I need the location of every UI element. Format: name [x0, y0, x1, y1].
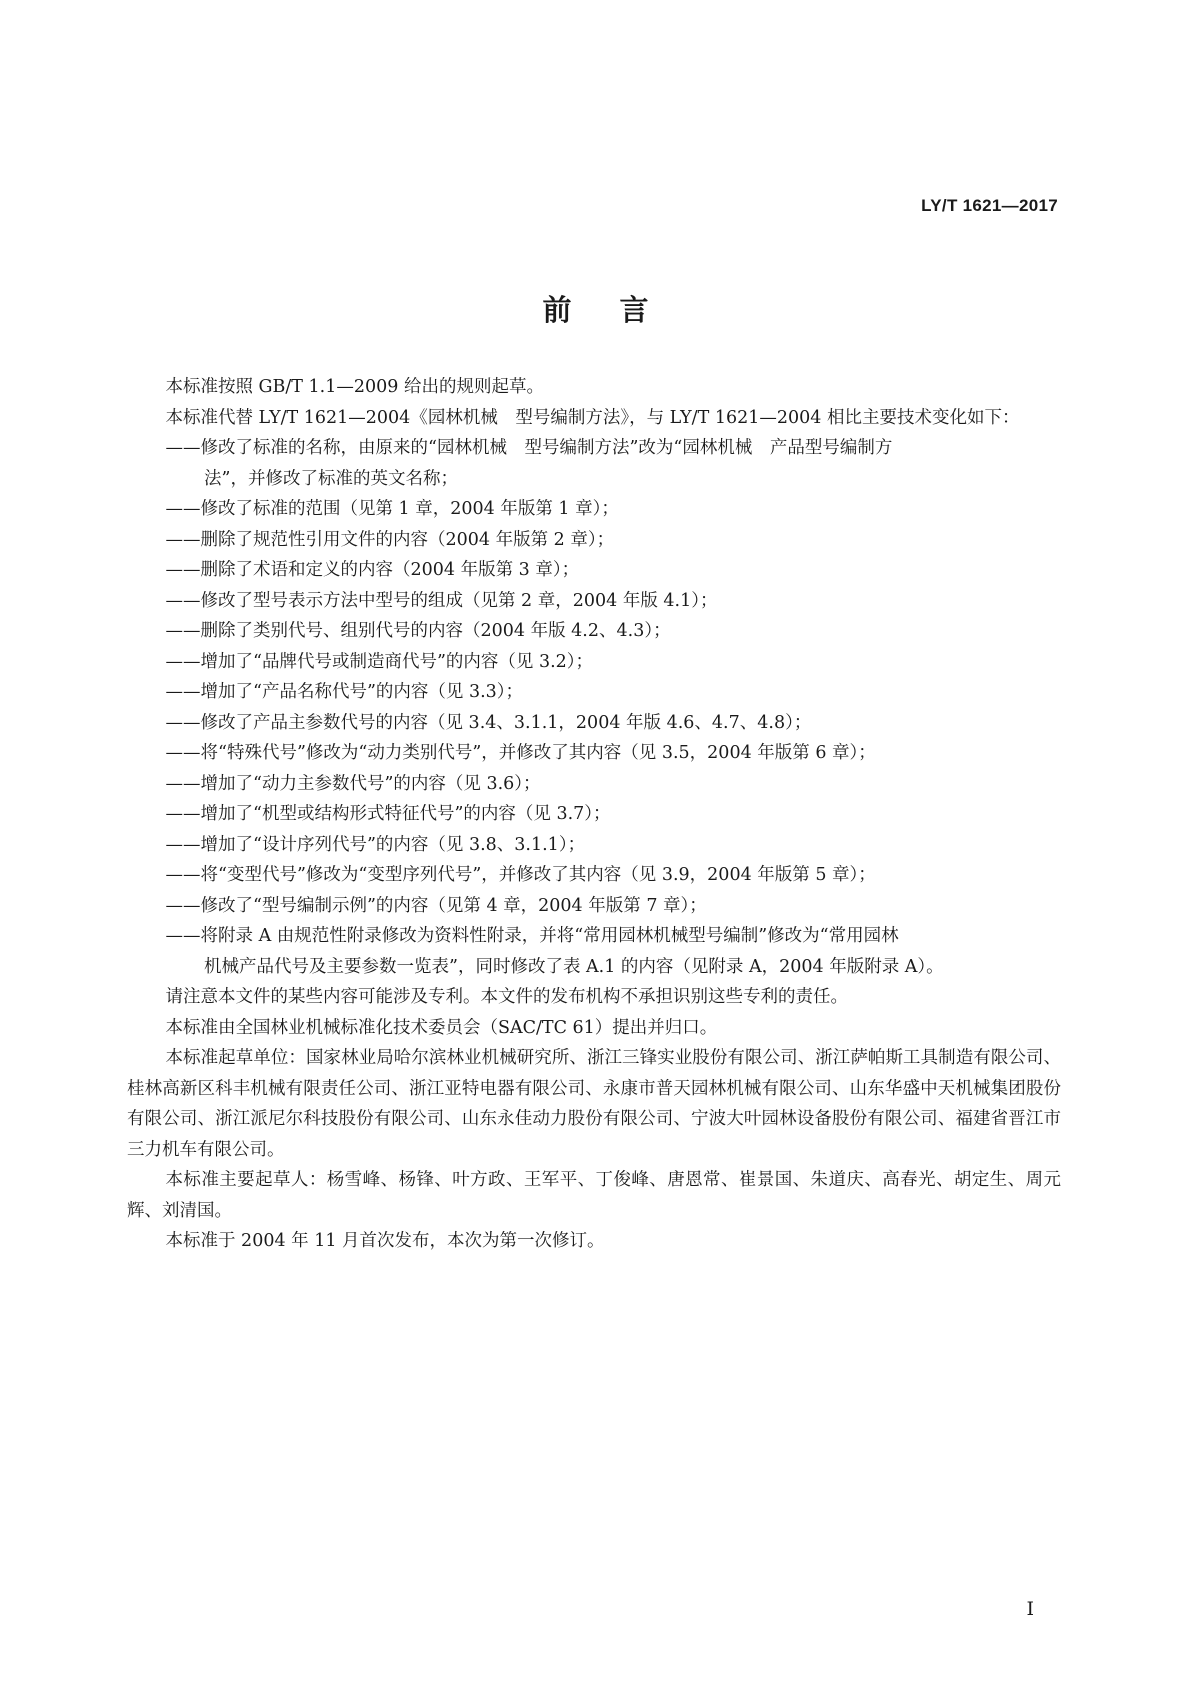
paragraph-drafting-rules: 本标准按照 GB/T 1.1—2009 给出的规则起草。 — [165, 377, 544, 397]
standard-code: LY/T 1621—2017 — [921, 196, 1058, 215]
paragraph-replacement: 本标准代替 LY/T 1621—2004《园林机械 型号编制方法》，与 LY/T 1621—2004 相比主要技术变化如下： — [165, 407, 1020, 428]
paragraph-history: 本标准于 2004 年 11 月首次发布，本次为第一次修订。 — [165, 1231, 605, 1251]
change-item: ——修改了产品主参数代号的内容（见 3.4、3.1.1，2004 年版 4.6、4.7、4.8）； — [165, 712, 812, 733]
change-item: ——将“变型代号”修改为“变型序列代号”，并修改了其内容（见 3.9，2004 年版第 5 章）； — [165, 865, 876, 885]
paragraph-drafting-units: 本标准起草单位：国家林业局哈尔滨林业机械研究所、浙江三锋实业股份有限公司、浙江萨帕斯工具制造有限公司、桂林高新区科丰机械有限责任公司、浙江亚特电器有限公司、永康市普天园林机械有限公司、山东华盛中天机械集团股份有限公司、浙江派尼尔科技股份有限公司、山东永佳动力股份有限公司、宁波大叶园林设备股份有限公司、福建省晋江市三力机车有限公司。 — [127, 1048, 1061, 1160]
change-item-text: ——将附录 A 由规范性附录修改为资料性附录，并将“常用园林机械型号编制”修改为“常用园林 — [165, 926, 899, 946]
change-item: ——增加了“动力主参数代号”的内容（见 3.6）； — [165, 773, 541, 794]
change-item: ——删除了类别代号、组别代号的内容（2004 年版 4.2、4.3）； — [165, 621, 671, 641]
foreword-body — [127, 372, 1061, 1257]
change-item — [127, 433, 1061, 494]
change-item: ——修改了标准的范围（见第 1 章，2004 年版第 1 章）； — [165, 499, 619, 519]
change-item: ——修改了“型号编制示例”的内容（见第 4 章，2004 年版第 7 章）； — [165, 895, 707, 916]
paragraph-drafters: 本标准主要起草人：杨雪峰、杨锋、叶方政、王军平、丁俊峰、唐恩常、崔景国、朱道庆、高春光、胡定生、周元辉、刘清国。 — [127, 1170, 1061, 1221]
paragraph-patent-notice: 请注意本文件的某些内容可能涉及专利。本文件的发布机构不承担识别这些专利的责任。 — [165, 987, 848, 1007]
change-item: ——增加了“品牌代号或制造商代号”的内容（见 3.2）； — [165, 651, 594, 672]
page-title: 前言 — [542, 293, 697, 327]
change-item — [127, 921, 1061, 982]
change-item: ——将“特殊代号”修改为“动力类别代号”，并修改了其内容（见 3.5，2004 年版第 6 章）； — [165, 743, 876, 763]
change-item: ——修改了型号表示方法中型号的组成（见第 2 章，2004 年版 4.1）； — [165, 590, 718, 611]
change-item-continuation: 机械产品代号及主要参数一览表”，同时修改了表 A.1 的内容（见附录 A，2004 年版附录 A）。 — [204, 956, 944, 977]
change-item: ——增加了“设计序列代号”的内容（见 3.8、3.1.1）； — [165, 834, 586, 855]
change-item-text: ——修改了标准的名称，由原来的“园林机械 型号编制方法”改为“园林机械 产品型号编制方 — [165, 438, 893, 458]
change-item: ——增加了“产品名称代号”的内容（见 3.3）； — [165, 682, 524, 702]
change-item: ——删除了术语和定义的内容（2004 年版第 3 章）； — [165, 560, 580, 580]
change-item: ——删除了规范性引用文件的内容（2004 年版第 2 章）； — [165, 529, 615, 550]
change-item: ——增加了“机型或结构形式特征代号”的内容（见 3.7）； — [165, 804, 611, 824]
change-item-continuation: 法”，并修改了标准的英文名称； — [204, 468, 458, 489]
paragraph-proposer: 本标准由全国林业机械标准化技术委员会（SAC/TC 61）提出并归口。 — [165, 1017, 718, 1038]
page-number: I — [1026, 1598, 1034, 1620]
